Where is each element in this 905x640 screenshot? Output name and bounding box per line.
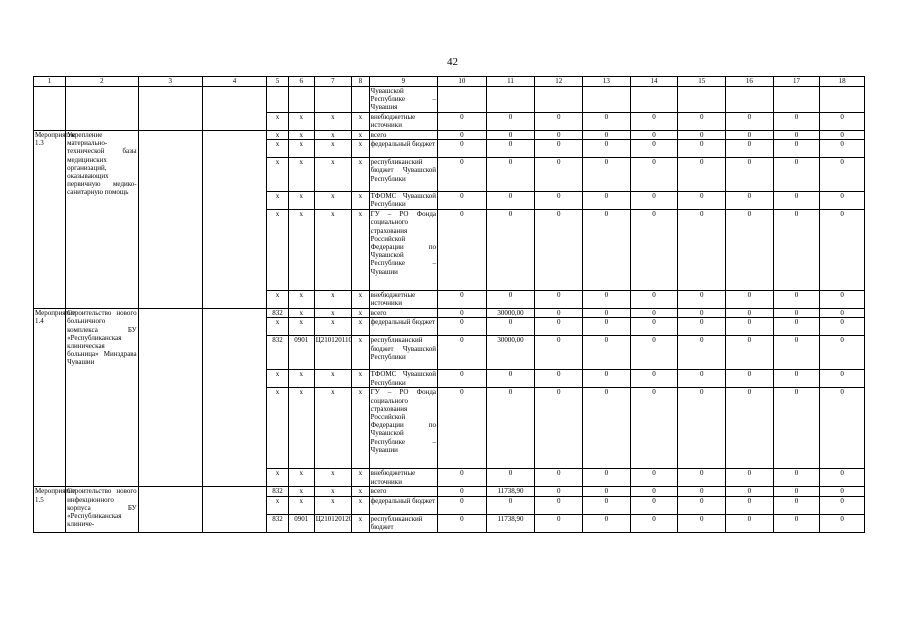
- rz-cell: 0901: [288, 514, 314, 532]
- event-label: Мероприятие 1.3: [34, 131, 66, 309]
- csr-cell: х: [314, 388, 351, 469]
- value-cell: 0: [583, 370, 631, 388]
- value-cell: 0: [820, 210, 865, 291]
- value-cell: 0: [820, 140, 865, 158]
- grbs-cell: х: [267, 140, 289, 158]
- grbs-cell: х: [267, 210, 289, 291]
- value-cell: 0: [820, 291, 865, 309]
- value-cell: 0: [535, 210, 583, 291]
- grbs-cell: х: [267, 318, 289, 336]
- value-cell: 0: [726, 309, 774, 318]
- empty-cell: [202, 131, 266, 309]
- value-cell: 0: [583, 469, 631, 487]
- value-cell: 0: [630, 113, 678, 131]
- column-header: 3: [138, 77, 202, 87]
- column-header: 18: [820, 77, 865, 87]
- rz-cell: х: [288, 291, 314, 309]
- column-header: 16: [726, 77, 774, 87]
- value-cell: 0: [438, 487, 487, 496]
- grbs-cell: х: [267, 158, 289, 192]
- page-number: 42: [447, 56, 458, 68]
- empty-cell: [726, 87, 774, 113]
- value-cell: 0: [486, 131, 535, 140]
- column-header: 17: [773, 77, 820, 87]
- value-cell: 0: [820, 370, 865, 388]
- csr-cell: х: [314, 113, 351, 131]
- empty-cell: [352, 87, 370, 113]
- event-1-5-row: [34, 487, 865, 496]
- column-header: 7: [314, 77, 351, 87]
- value-cell: 0: [773, 487, 820, 496]
- source-cell: республиканский бюджет Чувашской Республики: [369, 158, 437, 192]
- vr-cell: х: [352, 309, 370, 318]
- header-row: [34, 77, 865, 87]
- source-cell: внебюджетные источники: [369, 113, 437, 131]
- value-cell: 11738,90: [486, 487, 535, 496]
- csr-cell: х: [314, 487, 351, 496]
- rz-cell: х: [288, 140, 314, 158]
- event-1-4-row: [34, 309, 865, 318]
- rz-cell: х: [288, 192, 314, 210]
- rz-cell: х: [288, 370, 314, 388]
- column-header: 4: [202, 77, 266, 87]
- value-cell: 0: [486, 318, 535, 336]
- value-cell: 0: [820, 469, 865, 487]
- grbs-cell: х: [267, 496, 289, 514]
- value-cell: 0: [438, 496, 487, 514]
- event-name: Строительство нового больничного комплекса БУ «Республиканская клиническая больница» Минздрава Чувашии: [66, 309, 139, 487]
- value-cell: 0: [630, 370, 678, 388]
- grbs-cell: х: [267, 113, 289, 131]
- empty-cell: [138, 87, 202, 131]
- value-cell: 0: [535, 370, 583, 388]
- vr-cell: х: [352, 113, 370, 131]
- empty-cell: [820, 87, 865, 113]
- value-cell: 0: [820, 113, 865, 131]
- grbs-cell: 832: [267, 336, 289, 370]
- source-cell: ГУ – РО Фонда социального страхования Российской Федерации по Чувашской Республике – Чувашии: [369, 210, 437, 291]
- rz-cell: х: [288, 469, 314, 487]
- value-cell: 0: [486, 469, 535, 487]
- column-header: 1: [34, 77, 66, 87]
- value-cell: 0: [726, 370, 774, 388]
- csr-cell: х: [314, 210, 351, 291]
- value-cell: 30000,00: [486, 309, 535, 318]
- event-name: Строительство нового инфекционного корпуса БУ «Республиканская клиниче-: [66, 487, 139, 532]
- value-cell: 0: [678, 291, 726, 309]
- value-cell: 0: [773, 496, 820, 514]
- empty-cell: [773, 87, 820, 113]
- rz-cell: х: [288, 496, 314, 514]
- column-header: 8: [352, 77, 370, 87]
- source-cell: ТФОМС Чувашской Республики: [370, 192, 437, 209]
- csr-cell: Ц210120110: [314, 336, 351, 370]
- vr-cell: х: [352, 370, 370, 388]
- csr-cell: х: [314, 158, 351, 192]
- value-cell: 0: [630, 496, 678, 514]
- value-cell: 0: [630, 469, 678, 487]
- value-cell: 0: [678, 336, 726, 370]
- rz-cell: х: [288, 131, 314, 140]
- value-cell: 0: [678, 113, 726, 131]
- column-header: 5: [267, 77, 289, 87]
- grbs-cell: 832: [267, 309, 289, 318]
- value-cell: 0: [535, 469, 583, 487]
- value-cell: 0: [773, 336, 820, 370]
- vr-cell: х: [352, 140, 370, 158]
- value-cell: 0: [773, 158, 820, 192]
- value-cell: 0: [630, 309, 678, 318]
- column-header: 9: [369, 77, 437, 87]
- rz-cell: 0901: [288, 336, 314, 370]
- value-cell: 0: [438, 291, 487, 309]
- value-cell: 0: [726, 291, 774, 309]
- value-cell: 0: [773, 309, 820, 318]
- csr-cell: х: [314, 131, 351, 140]
- event-1-3-row: [34, 131, 865, 140]
- vr-cell: х: [352, 131, 370, 140]
- empty-cell: [583, 87, 631, 113]
- value-cell: 0: [820, 309, 865, 318]
- value-cell: 0: [678, 388, 726, 469]
- value-cell: 0: [535, 388, 583, 469]
- vr-cell: х: [352, 496, 370, 514]
- value-cell: 0: [583, 291, 631, 309]
- value-cell: 0: [726, 210, 774, 291]
- value-cell: 0: [535, 514, 583, 532]
- source-cell: Чувашской Республике – Чувашия: [370, 87, 437, 112]
- empty-cell: [138, 487, 202, 532]
- vr-cell: х: [352, 291, 370, 309]
- value-cell: 0: [630, 210, 678, 291]
- value-cell: 0: [486, 370, 535, 388]
- column-header: 11: [486, 77, 535, 87]
- value-cell: 0: [630, 131, 678, 140]
- value-cell: 0: [438, 140, 487, 158]
- vr-cell: х: [352, 487, 370, 496]
- source-cell: внебюджетные источники: [369, 469, 437, 487]
- grbs-cell: х: [267, 469, 289, 487]
- value-cell: 0: [486, 388, 535, 469]
- vr-cell: х: [352, 514, 370, 532]
- value-cell: 0: [438, 113, 487, 131]
- rz-cell: х: [288, 210, 314, 291]
- value-cell: 0: [535, 318, 583, 336]
- value-cell: 0: [678, 318, 726, 336]
- source-cell: республиканский бюджет Чувашской Республики: [369, 336, 437, 370]
- value-cell: 0: [630, 140, 678, 158]
- vr-cell: х: [352, 158, 370, 192]
- value-cell: 0: [726, 487, 774, 496]
- value-cell: 0: [438, 336, 487, 370]
- value-cell: 0: [535, 158, 583, 192]
- value-cell: 0: [820, 514, 865, 532]
- continuation-row: [34, 87, 865, 113]
- value-cell: 0: [726, 140, 774, 158]
- column-header: 10: [438, 77, 487, 87]
- value-cell: 0: [678, 496, 726, 514]
- value-cell: 0: [678, 210, 726, 291]
- value-cell: 0: [630, 514, 678, 532]
- value-cell: 0: [820, 496, 865, 514]
- value-cell: 0: [678, 140, 726, 158]
- value-cell: 0: [486, 210, 535, 291]
- event-label: Мероприятие 1.5: [34, 487, 66, 532]
- value-cell: 0: [773, 210, 820, 291]
- rz-cell: х: [288, 388, 314, 469]
- rz-cell: х: [288, 113, 314, 131]
- source-cell: всего: [369, 131, 437, 140]
- value-cell: 11738,90: [486, 514, 535, 532]
- value-cell: 0: [726, 318, 774, 336]
- value-cell: 0: [535, 309, 583, 318]
- value-cell: 0: [486, 140, 535, 158]
- empty-cell: [267, 87, 289, 113]
- vr-cell: х: [352, 388, 370, 469]
- value-cell: 0: [820, 131, 865, 140]
- column-header: 14: [630, 77, 678, 87]
- value-cell: 0: [438, 370, 487, 388]
- value-cell: 0: [820, 158, 865, 192]
- rz-cell: х: [288, 487, 314, 496]
- value-cell: 0: [438, 192, 487, 210]
- value-cell: 0: [678, 514, 726, 532]
- source-cell: федеральный бюджет: [369, 496, 437, 514]
- value-cell: 0: [583, 113, 631, 131]
- value-cell: 0: [773, 113, 820, 131]
- value-cell: 0: [583, 131, 631, 140]
- empty-cell: [314, 87, 351, 113]
- value-cell: 0: [630, 158, 678, 192]
- empty-cell: [138, 131, 202, 309]
- value-cell: 0: [773, 291, 820, 309]
- value-cell: 0: [726, 388, 774, 469]
- value-cell: 0: [726, 131, 774, 140]
- value-cell: 0: [535, 192, 583, 210]
- value-cell: 0: [438, 388, 487, 469]
- csr-cell: х: [314, 192, 351, 210]
- grbs-cell: х: [267, 192, 289, 210]
- value-cell: 0: [630, 192, 678, 210]
- value-cell: 0: [438, 158, 487, 192]
- value-cell: 0: [630, 388, 678, 469]
- value-cell: 0: [535, 113, 583, 131]
- empty-cell: [138, 309, 202, 487]
- value-cell: 0: [773, 192, 820, 210]
- csr-cell: х: [314, 370, 351, 388]
- column-header: 12: [535, 77, 583, 87]
- value-cell: 0: [726, 158, 774, 192]
- value-cell: 0: [726, 113, 774, 131]
- grbs-cell: 832: [267, 487, 289, 496]
- rz-cell: х: [288, 309, 314, 318]
- empty-cell: [678, 87, 726, 113]
- value-cell: 0: [773, 514, 820, 532]
- value-cell: 0: [678, 309, 726, 318]
- value-cell: 0: [583, 318, 631, 336]
- value-cell: 0: [535, 336, 583, 370]
- value-cell: 0: [773, 469, 820, 487]
- value-cell: 0: [820, 336, 865, 370]
- value-cell: 0: [486, 496, 535, 514]
- value-cell: 0: [486, 291, 535, 309]
- value-cell: 0: [438, 210, 487, 291]
- value-cell: 0: [630, 336, 678, 370]
- empty-cell: [535, 87, 583, 113]
- budget-table: [33, 76, 865, 533]
- value-cell: 0: [583, 487, 631, 496]
- empty-cell: [66, 87, 139, 131]
- value-cell: 0: [438, 309, 487, 318]
- value-cell: 0: [726, 514, 774, 532]
- empty-cell: [630, 87, 678, 113]
- value-cell: 0: [583, 496, 631, 514]
- value-cell: 0: [583, 210, 631, 291]
- grbs-cell: х: [267, 370, 289, 388]
- value-cell: 0: [820, 192, 865, 210]
- value-cell: 0: [678, 192, 726, 210]
- csr-cell: х: [314, 140, 351, 158]
- value-cell: 0: [535, 496, 583, 514]
- value-cell: 0: [438, 514, 487, 532]
- event-name: Укрепление материально-технической базы медицинских организаций, оказывающих первичную медико-санитарную помощь: [66, 131, 139, 309]
- grbs-cell: 832: [267, 514, 289, 532]
- csr-cell: х: [314, 469, 351, 487]
- empty-cell: [202, 87, 266, 131]
- source-cell: всего: [369, 309, 437, 318]
- column-header: 6: [288, 77, 314, 87]
- vr-cell: х: [352, 469, 370, 487]
- value-cell: 0: [535, 140, 583, 158]
- csr-cell: х: [314, 318, 351, 336]
- empty-cell: [34, 87, 66, 131]
- source-cell: всего: [369, 487, 437, 496]
- event-label: Мероприятие 1.4: [34, 309, 66, 487]
- value-cell: 0: [438, 318, 487, 336]
- value-cell: 0: [773, 318, 820, 336]
- value-cell: 0: [535, 131, 583, 140]
- source-cell: республиканский бюджет: [369, 514, 437, 532]
- value-cell: 0: [486, 113, 535, 131]
- value-cell: 0: [678, 487, 726, 496]
- vr-cell: х: [352, 318, 370, 336]
- vr-cell: х: [352, 210, 370, 291]
- value-cell: 0: [726, 469, 774, 487]
- rz-cell: х: [288, 318, 314, 336]
- value-cell: 0: [486, 158, 535, 192]
- value-cell: 0: [820, 388, 865, 469]
- value-cell: 0: [630, 318, 678, 336]
- value-cell: 0: [726, 192, 774, 210]
- value-cell: 0: [678, 370, 726, 388]
- value-cell: 0: [630, 487, 678, 496]
- csr-cell: Ц210120120: [314, 514, 351, 532]
- value-cell: 0: [535, 487, 583, 496]
- empty-cell: [438, 87, 487, 113]
- source-cell: федеральный бюджет: [369, 318, 437, 336]
- empty-cell: [486, 87, 535, 113]
- source-cell: ТФОМС Чувашской Республики: [370, 370, 437, 387]
- column-header: 15: [678, 77, 726, 87]
- source-cell: ГУ – РО Фонда социального страхования Российской Федерации по Чувашской Республике – Чувашии: [369, 388, 437, 469]
- value-cell: 0: [583, 514, 631, 532]
- csr-cell: х: [314, 291, 351, 309]
- column-header: 2: [66, 77, 139, 87]
- source-cell: внебюджетные источники: [369, 291, 437, 309]
- value-cell: 0: [726, 336, 774, 370]
- csr-cell: х: [314, 496, 351, 514]
- value-cell: 0: [726, 496, 774, 514]
- value-cell: 0: [583, 336, 631, 370]
- value-cell: 30000,00: [486, 336, 535, 370]
- value-cell: 0: [773, 370, 820, 388]
- vr-cell: х: [352, 336, 370, 370]
- rz-cell: х: [288, 158, 314, 192]
- empty-cell: [288, 87, 314, 113]
- grbs-cell: х: [267, 388, 289, 469]
- value-cell: 0: [678, 131, 726, 140]
- value-cell: 0: [438, 469, 487, 487]
- empty-cell: [202, 309, 266, 487]
- value-cell: 0: [678, 469, 726, 487]
- value-cell: 0: [535, 291, 583, 309]
- value-cell: 0: [678, 158, 726, 192]
- value-cell: 0: [773, 388, 820, 469]
- value-cell: 0: [820, 318, 865, 336]
- value-cell: 0: [773, 140, 820, 158]
- source-cell: федеральный бюджет: [369, 140, 437, 158]
- value-cell: 0: [486, 192, 535, 210]
- value-cell: 0: [583, 192, 631, 210]
- value-cell: 0: [630, 291, 678, 309]
- empty-cell: [202, 487, 266, 532]
- value-cell: 0: [583, 140, 631, 158]
- column-header: 13: [583, 77, 631, 87]
- value-cell: 0: [438, 131, 487, 140]
- grbs-cell: х: [267, 131, 289, 140]
- grbs-cell: х: [267, 291, 289, 309]
- value-cell: 0: [583, 388, 631, 469]
- value-cell: 0: [820, 487, 865, 496]
- value-cell: 0: [583, 158, 631, 192]
- vr-cell: х: [352, 192, 370, 210]
- value-cell: 0: [773, 131, 820, 140]
- value-cell: 0: [583, 309, 631, 318]
- csr-cell: х: [314, 309, 351, 318]
